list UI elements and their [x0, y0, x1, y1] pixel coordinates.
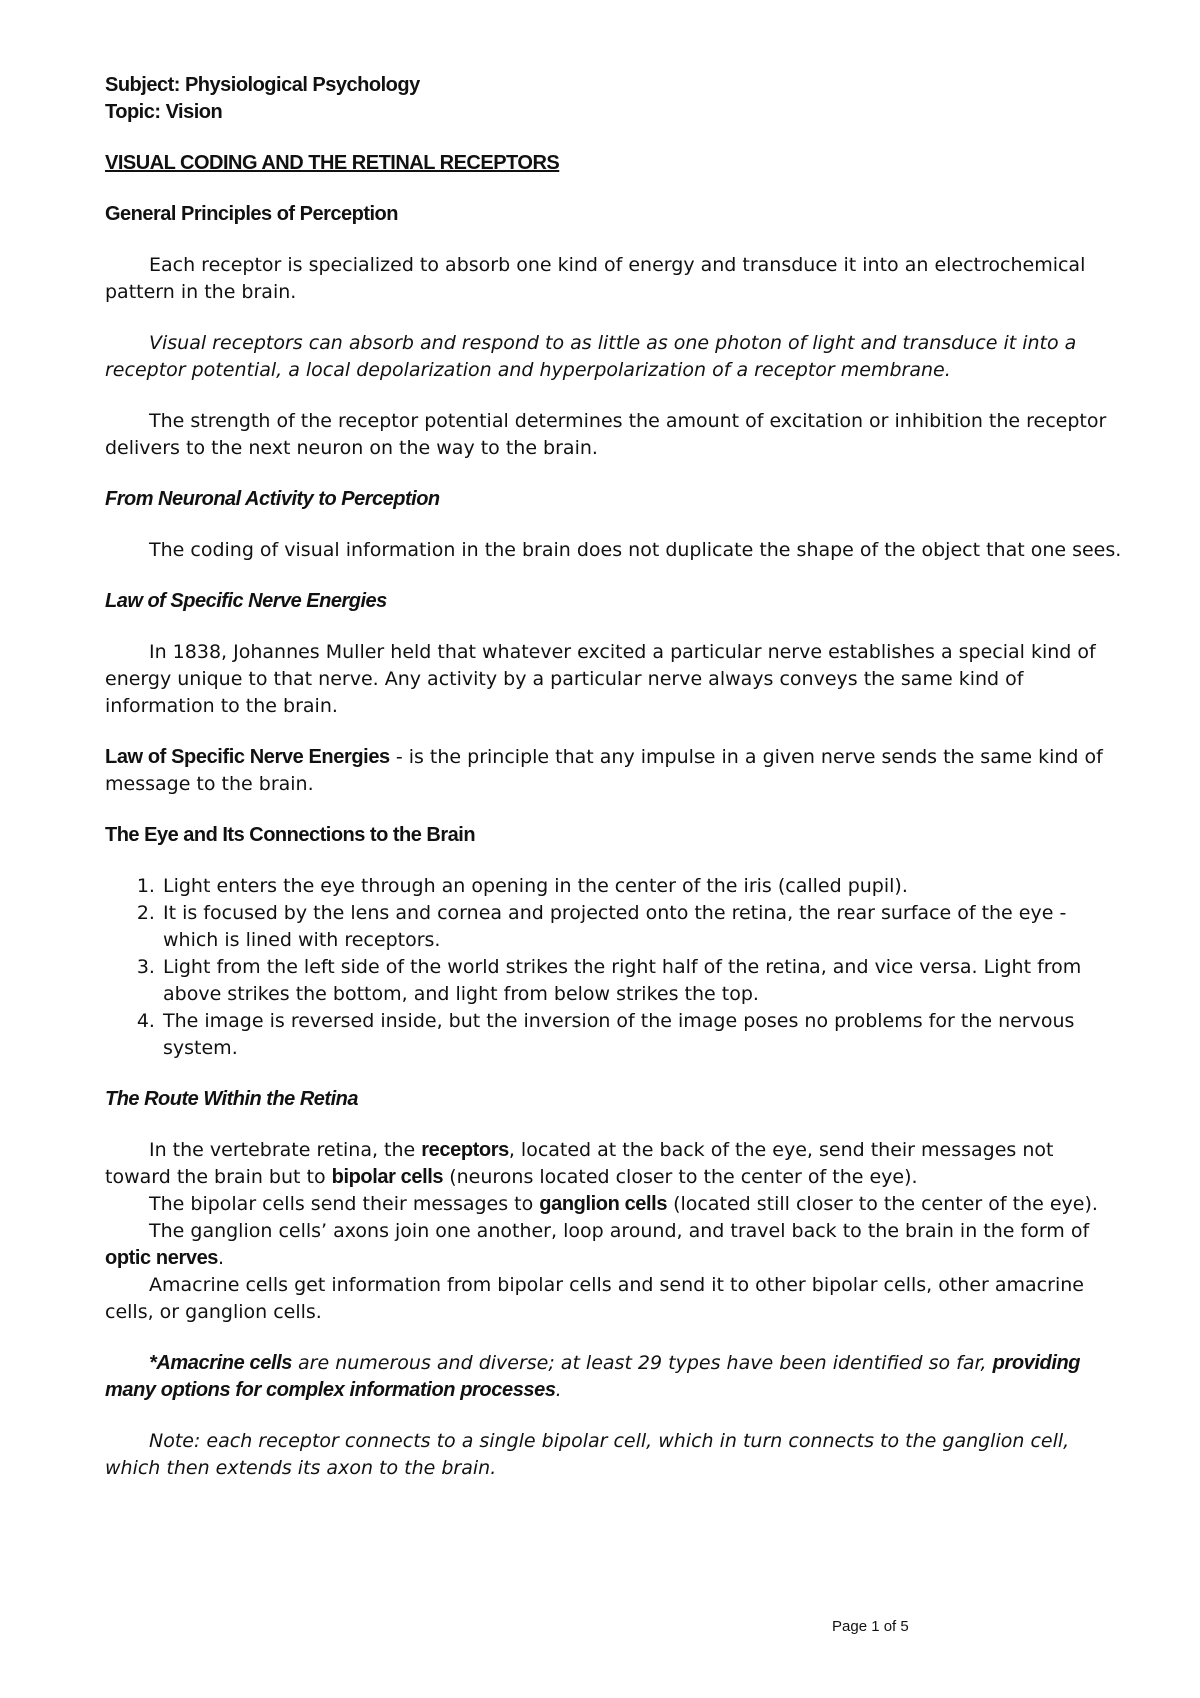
text-run: (neurons located closer to the center of the eye). [443, 1166, 918, 1188]
text-run: The ganglion cells’ axons join one another, loop around, and travel back to the brain in the form of [149, 1220, 1090, 1242]
paragraph-bipolar-cells [105, 1191, 1125, 1218]
text-run: are numerous and diverse; at least 29 types have been identified so far, [291, 1352, 993, 1374]
emphasis-providing-options: providing many options for complex information processes [105, 1352, 1081, 1401]
paragraph-amacrine-cells: Amacrine cells get information from bipolar cells and send it to other bipolar cells, other amacrine cells, or ganglion cells. [105, 1274, 1084, 1323]
term-amacrine-cells: *Amacrine cells [149, 1352, 292, 1374]
paragraph-vertebrate-retina [105, 1137, 1125, 1191]
paragraph-visual-coding: The coding of visual information in the brain does not duplicate the shape of the object that one sees. [149, 539, 1122, 561]
paragraph-ganglion-axons [105, 1218, 1125, 1272]
heading-neuronal-activity: From Neuronal Activity to Perception [105, 488, 440, 510]
term-bipolar-cells: bipolar cells [331, 1166, 444, 1188]
term-receptors: receptors [421, 1139, 509, 1161]
document-title: VISUAL CODING AND THE RETINAL RECEPTORS [105, 152, 560, 174]
list-item: 1. Light enters the eye through an opening in the center of the iris (called pupil). [161, 873, 1125, 900]
text-run: The bipolar cells send their messages to [149, 1193, 540, 1215]
paragraph-visual-receptors: Visual receptors can absorb and respond to as little as one photon of light and transduce it into a receptor potential, a local depolarization and hyperpolarization of a receptor membrane. [105, 332, 1077, 381]
text-run: , located at the back of the eye, send their messages not toward the brain but to [105, 1139, 1054, 1188]
text-run: (located still closer to the center of the eye). [667, 1193, 1098, 1215]
paragraph-receptor-potential: The strength of the receptor potential determines the amount of excitation or inhibition the receptor delivers to the next neuron on the way to the brain. [105, 410, 1107, 459]
subject-line: Subject: Physiological Psychology [105, 74, 420, 96]
list-item: 2. It is focused by the lens and cornea and projected onto the retina, the rear surface of the eye - which is lined with receptors. [161, 900, 1125, 954]
heading-general-principles: General Principles of Perception [105, 203, 398, 225]
list-item: 4. The image is reversed inside, but the inversion of the image poses no problems for the nervous system. [161, 1008, 1125, 1062]
heading-route-within-retina: The Route Within the Retina [105, 1088, 358, 1110]
term-ganglion-cells: ganglion cells [539, 1193, 668, 1215]
heading-eye-connections: The Eye and Its Connections to the Brain [105, 824, 476, 846]
list-item: 3. Light from the left side of the world strikes the right half of the retina, and vice versa. Light from above strikes the bottom, and light from below strikes the top. [161, 954, 1125, 1008]
term-optic-nerves: optic nerves [105, 1247, 219, 1269]
text-run: . [218, 1247, 225, 1269]
definition-term: Law of Specific Nerve Energies [105, 746, 390, 768]
document-body [105, 72, 1125, 1482]
eye-steps-list [105, 873, 1125, 1062]
topic-line: Topic: Vision [105, 101, 223, 123]
heading-specific-nerve-energies: Law of Specific Nerve Energies [105, 590, 387, 612]
text-run: In the vertebrate retina, the [149, 1139, 422, 1161]
definition-text: - is the principle that any impulse in a given nerve sends the same kind of message to the brain. [105, 746, 1103, 795]
paragraph-muller: In 1838, Johannes Muller held that whatever excited a particular nerve establishes a special kind of energy unique to that nerve. Any activity by a particular nerve always conveys the same kind of information to the brain. [105, 641, 1096, 717]
definition-paragraph [105, 744, 1125, 798]
note-receptor-connection: Note: each receptor connects to a single bipolar cell, which in turn connects to the ganglion cell, which then extends its axon to the brain. [105, 1430, 1070, 1479]
text-run: . [555, 1379, 562, 1401]
paragraph-receptor-specialization: Each receptor is specialized to absorb one kind of energy and transduce it into an electrochemical pattern in the brain. [105, 254, 1086, 303]
page-number: Page 1 of 5 [832, 1618, 909, 1635]
note-amacrine [105, 1350, 1125, 1404]
